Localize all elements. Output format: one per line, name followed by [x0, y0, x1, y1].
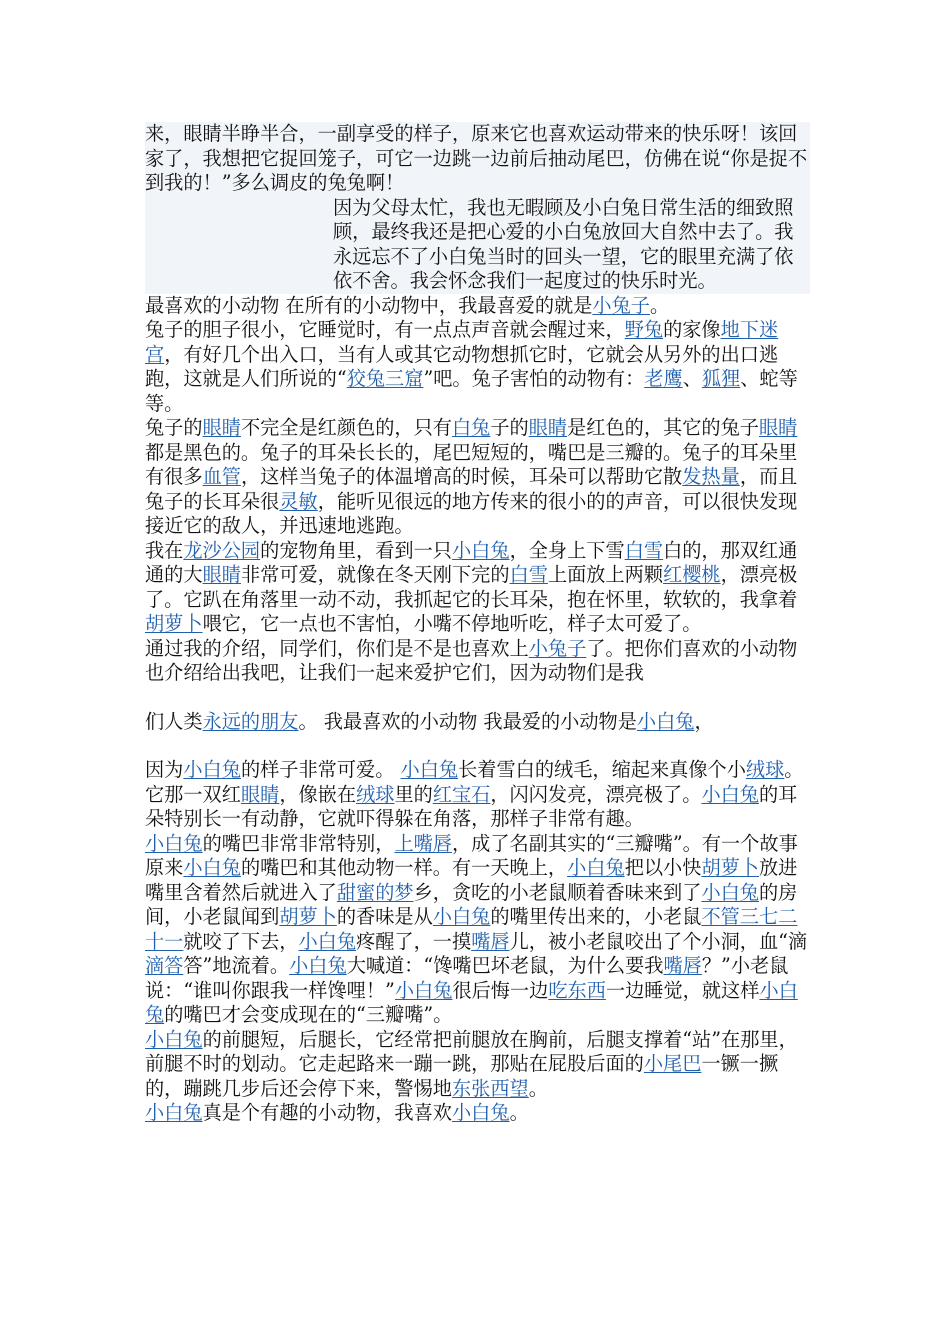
paragraph-p12 [145, 1101, 810, 1126]
text-p4-8: 、 [682, 367, 702, 390]
text-p10-35: 的嘴巴才会变成现在的“三瓣嘴”。 [164, 1003, 453, 1026]
link-p4-7[interactable]: 老鹰 [644, 367, 683, 390]
link-p6-7[interactable]: 眼睛 [202, 563, 241, 586]
text-p4-0: 兔子的胆子很小，它睡觉时，有一点点声音就会醒过来， [145, 318, 625, 341]
link-p5-1[interactable]: 眼睛 [202, 416, 241, 439]
link-p10-10[interactable]: 甜蜜的梦 [336, 880, 414, 904]
text-p9-8: ，像嵌在 [279, 782, 357, 806]
link-p5-3[interactable]: 白兔 [452, 416, 491, 439]
link-p10-8[interactable]: 胡萝卜 [701, 856, 759, 879]
text-p6-2: 的宠物角里，看到一只 [260, 538, 452, 562]
link-p5-9[interactable]: 血管 [202, 465, 241, 488]
link-p10-12[interactable]: 小白兔 [701, 880, 759, 904]
link-p9-5[interactable]: 绒球 [745, 758, 785, 781]
link-p5-11[interactable]: 发热量 [682, 465, 740, 488]
paragraph-p11 [145, 1028, 810, 1102]
text-p6-6: 白的，那双红通通的大 [145, 538, 798, 586]
link-p9-1[interactable]: 小白兔 [183, 758, 241, 781]
text-p5-6: 是红色的，其它的兔子 [567, 416, 759, 439]
link-p6-5[interactable]: 白雪 [624, 538, 664, 562]
text-p6-12: ，漂亮极了。它趴在角落里一动不动，我抓起它的长耳朵，抱在怀里，软软的，我拿着 [145, 563, 798, 611]
text-p10-15: 的香味是从 [336, 905, 433, 928]
text-p10-1: 的嘴巴非常非常特别， [202, 831, 395, 855]
text-p2-0: 因为父母太忙，我也无暇顾及小白兔日常生活的细致照顾，最终我还是把心爱的小白兔放回大自然中去了。我永远忘不了小白兔当时的回头一望，它的眼里充满了依依不舍。我会怀念我们一起度过的快乐时光。 [333, 195, 794, 292]
text-p5-4: 子的 [490, 416, 529, 439]
text-p4-10: 、蛇等等。 [145, 367, 798, 415]
paragraph-p7 [145, 637, 810, 686]
text-p9-14: 的耳朵特别长一有动静，它就吓得躲在角落，那样子非常有趣。 [145, 782, 798, 830]
text-p9-4: 长着雪白的绒毛，缩起来真像个小 [458, 758, 746, 781]
paragraph-p5 [145, 416, 810, 539]
link-p5-7[interactable]: 眼睛 [759, 416, 798, 439]
text-p6-4: ，全身上下雪 [509, 538, 625, 562]
paragraph-p4 [145, 318, 810, 416]
text-p5-2: 不完全是红颜色的，只有 [240, 416, 452, 439]
link-p10-18[interactable]: 不管三七二十一 [145, 905, 798, 953]
document-body [145, 122, 810, 1126]
text-p5-12: ，而且兔子的长耳朵很 [145, 465, 798, 513]
link-p4-3[interactable]: 地下迷宫 [145, 318, 779, 366]
text-p10-19: 就咬了下去， [183, 929, 299, 953]
text-p10-25: 答”地流着。 [183, 954, 290, 977]
link-p10-4[interactable]: 小白兔 [183, 856, 241, 879]
text-p6-0: 我在 [145, 538, 184, 562]
text-p5-14: ，能听见很远的地方传来的很小的的声音，可以很快发现接近它的敌人，并迅速地逃跑。 [145, 489, 798, 537]
text-p7-2: 了。把你们喜欢的小动物也介绍给出我吧，让我们一起来爱护它们，因为动物们是我 [145, 636, 798, 684]
text-p12-3: 。 [509, 1101, 529, 1124]
link-p6-3[interactable]: 小白兔 [452, 538, 510, 562]
link-p4-9[interactable]: 狐狸 [701, 367, 741, 390]
link-p10-26[interactable]: 小白兔 [289, 954, 347, 977]
text-p10-17: 的嘴里传出来的，小老鼠 [490, 905, 702, 928]
link-p9-7[interactable]: 眼睛 [240, 782, 280, 806]
link-p10-2[interactable]: 上嘴唇 [394, 831, 452, 855]
text-p9-12: ，闪闪发亮，漂亮极了。 [490, 782, 702, 806]
text-p9-6: 。它那一双红 [145, 758, 804, 806]
link-p6-13[interactable]: 胡萝卜 [145, 612, 203, 635]
link-p9-11[interactable]: 红宝石 [432, 782, 491, 806]
link-p6-11[interactable]: 红樱桃 [663, 563, 721, 586]
paragraph-p9 [145, 758, 810, 832]
link-p9-3[interactable]: 小白兔 [400, 758, 459, 781]
link-p6-9[interactable]: 白雪 [509, 563, 548, 586]
text-p10-33: 一边睡觉，就这样 [605, 978, 760, 1002]
text-p6-14: 喂它，它一点也不害怕，小嘴不停地听吃，样子太可爱了。 [202, 612, 702, 635]
text-p6-10: 上面放上两颗 [547, 563, 664, 586]
paragraph-p6 [145, 539, 810, 637]
text-p7-0: 通过我的介绍，同学们，你们是不是也喜欢上 [145, 636, 529, 660]
text-p10-11: 乡，贪吃的小老鼠顺着香味来到了 [413, 880, 702, 904]
link-p10-34[interactable]: 小白兔 [145, 978, 798, 1026]
text-p11-5: 。 [528, 1076, 548, 1100]
link-p10-14[interactable]: 胡萝卜 [279, 905, 337, 928]
text-p11-3: 一镢一撅的，蹦跳几步后还会停下来，警惕地 [145, 1052, 779, 1100]
paragraph-p3 [145, 294, 810, 319]
link-p5-13[interactable]: 灵敏 [279, 489, 318, 513]
link-p10-24[interactable]: 滴答 [145, 954, 184, 977]
text-p10-21: 疼醒了，一摸 [356, 929, 472, 953]
paragraph-p1 [145, 122, 810, 196]
text-p8-0: 们人类 [145, 709, 203, 733]
text-p9-0: 因为 [145, 758, 184, 781]
link-p3-1[interactable]: 小兔子 [592, 293, 650, 317]
link-p12-2[interactable]: 小白兔 [452, 1101, 510, 1124]
paragraph-p8 [145, 710, 810, 735]
link-p6-1[interactable]: 龙沙公园 [183, 538, 261, 562]
link-p9-9[interactable]: 绒球 [356, 782, 395, 806]
text-p10-5: 的嘴巴和其他动物一样。有一天晚上， [240, 856, 568, 879]
link-p11-4[interactable]: 东张西望 [452, 1076, 529, 1100]
link-p10-22[interactable]: 嘴唇 [471, 929, 510, 953]
text-p10-3: ，成了名副其实的“三瓣嘴”。有一个故事原来 [145, 831, 798, 879]
text-p10-29: ？”小老鼠说：“谁叫你跟我一样馋哩！” [145, 954, 789, 1002]
link-p10-0[interactable]: 小白兔 [145, 831, 203, 855]
text-p8-2: 。 我最喜欢的小动物 我最爱的小动物是 [298, 709, 637, 733]
text-p10-7: 把以小快 [624, 856, 702, 879]
text-p5-8: 都是黑色的。兔子的耳朵长长的，尾巴短短的，嘴巴是三瓣的。兔子的耳朵里有很多 [145, 440, 798, 488]
link-p4-5[interactable]: 狡兔三窟 [346, 367, 424, 390]
link-p10-16[interactable]: 小白兔 [432, 905, 491, 928]
link-p10-20[interactable]: 小白兔 [298, 929, 357, 953]
text-p4-4: ，有好几个出入口，当有人或其它动物想抓它时，它就会从另外的出口逃跑，这就是人们所说的“ [145, 342, 779, 390]
text-p9-10: 里的 [394, 782, 433, 806]
text-p10-13: 的房间，小老鼠闻到 [145, 880, 798, 928]
text-p10-27: 大喊道：“馋嘴巴坏老鼠，为什么要我 [346, 954, 664, 977]
paragraph-p10 [145, 832, 810, 1028]
link-p8-3[interactable]: 小白兔 [636, 709, 695, 733]
text-p4-6: ”吧。兔子害怕的动物有： [423, 367, 645, 390]
text-p4-2: 的家像 [663, 318, 721, 341]
link-p5-5[interactable]: 眼睛 [528, 416, 568, 439]
text-p3-0: 最喜欢的小动物 在所有的小动物中，我最喜爱的就是 [145, 293, 593, 317]
link-p10-32[interactable]: 吃东西 [548, 978, 606, 1002]
link-p12-0[interactable]: 小白兔 [145, 1101, 203, 1124]
link-p4-1[interactable]: 野兔 [624, 318, 664, 341]
text-p12-1: 真是个有趣的小动物，我喜欢 [202, 1101, 452, 1124]
text-p5-0: 兔子的 [145, 416, 203, 439]
link-p11-0[interactable]: 小白兔 [145, 1027, 203, 1051]
text-p5-10: ，这样当兔子的体温增高的时候，耳朵可以帮助它散 [240, 465, 683, 488]
text-p11-1: 的前腿短，后腿长，它经常把前腿放在胸前，后腿支撑着“站”在那里，前腿不时的划动。它走起路来一蹦一跳，那贴在屁股后面的 [145, 1027, 798, 1075]
text-p10-9: 放进嘴里含着然后就进入了 [145, 856, 798, 904]
text-p9-2: 的样子非常可爱。 [240, 758, 401, 781]
text-p3-2: 。 [649, 293, 670, 317]
text-p10-23: 儿，被小老鼠咬出了个小洞，血“滴 [509, 929, 808, 953]
link-p7-1[interactable]: 小兔子 [528, 636, 587, 660]
link-p10-28[interactable]: 嘴唇 [663, 954, 702, 977]
link-p10-6[interactable]: 小白兔 [567, 856, 625, 879]
text-p10-31: 很后悔一边 [452, 978, 549, 1002]
link-p9-13[interactable]: 小白兔 [701, 782, 759, 806]
link-p10-30[interactable]: 小白兔 [394, 978, 453, 1002]
text-p6-8: 非常可爱，就像在冬天刚下完的 [240, 563, 510, 586]
text-p1-0: 来，眼睛半睁半合，一副享受的样子，原来它也喜欢运动带来的快乐呀！该回家了，我想把它捉回笼子，可它一边跳一边前后抽动尾巴，仿佛在说“你是捉不到我的！”多么调皮的兔兔啊！ [145, 122, 808, 194]
link-p8-1[interactable]: 永远的朋友 [202, 709, 299, 733]
link-p11-2[interactable]: 小尾巴 [643, 1052, 702, 1075]
paragraph-p2 [145, 196, 810, 294]
text-p8-4: ， [694, 709, 714, 733]
